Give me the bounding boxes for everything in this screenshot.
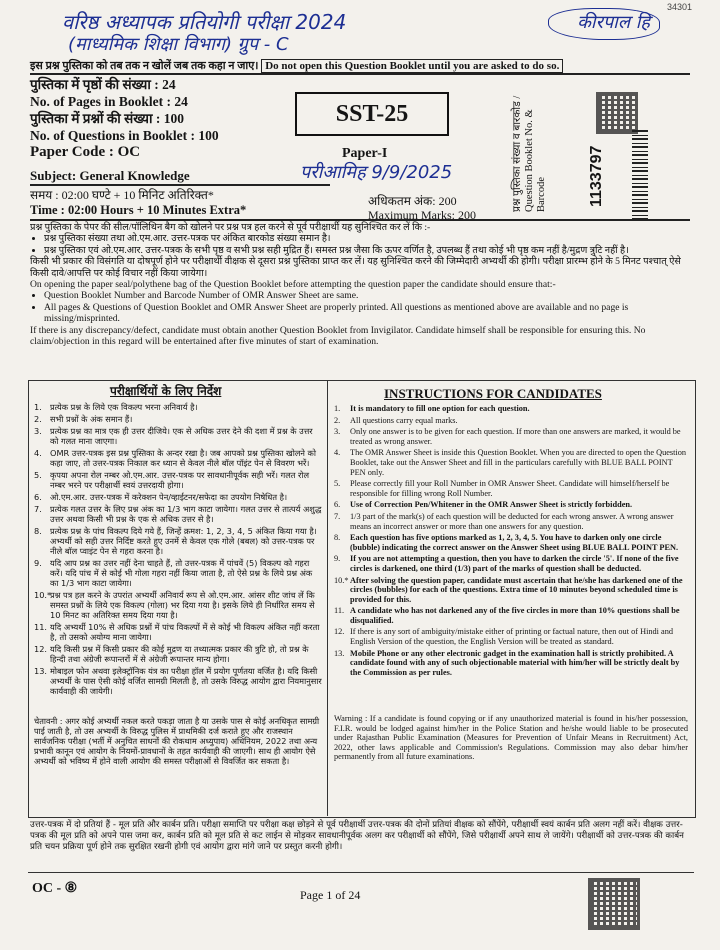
instruction-number: 10.* — [34, 590, 52, 600]
instruction-text: यदि अभ्यर्थी 10% से अधिक प्रश्नों में पांच विकल्पों में से कोई भी विकल्प अंकित नहीं करता है, तो उसको अयोग्य माना जायेगा। — [50, 622, 320, 642]
intro-instructions — [30, 222, 694, 347]
instruction-item — [334, 606, 688, 625]
hindi-warning: चेतावनी : अगर कोई अभ्यर्थी नकल करते पकड़ा जाता है या उसके पास से कोई अनधिकृत सामग्री पाई जाती है, तो उस अभ्यर्थी के विरुद्ध पुलिस में प्राथमिकी दर्ज कराते हुए और राजस्थान सार्वजनिक परीक्षा (भर्ती में अनुचित साधनों की रोकथाम अध्युपाय) अधिनियम, 2022 तथा अन्य प्रभावी कानून एवं आयोग के नियमों-प्रावधानों के तहत कार्यवाही की जाएगी। साथ ही आयोग ऐसे अभ्यर्थी को भविष्य में होने वाली आयोग की समस्त परीक्षाओं से विवर्जित कर सकता है। — [34, 716, 320, 766]
instruction-number: 4. — [334, 448, 341, 458]
instruction-item — [334, 427, 688, 446]
max-marks-english: Maximum Marks: 200 — [368, 208, 476, 222]
instruction-text: प्रत्येक गलत उत्तर के लिए प्रश्न अंक का 1/3 भाग काटा जायेगा। गलत उत्तर से तात्पर्य अशुद्ध उत्तर अथवा किसी भी प्रश्न के एक से अधिक उत्तर से है। — [50, 504, 322, 524]
paper-code: Paper Code : OC — [30, 144, 141, 160]
instruction-item — [34, 558, 322, 588]
instruction-item — [334, 500, 688, 510]
instruction-text: Each question has five options marked as 1, 2, 3, 4, 5. You have to darken only one circle (bubble) indicating the correct answer on the Answer Sheet using BLUE BALL POINT PEN. — [350, 533, 679, 552]
english-instructions-heading: INSTRUCTIONS FOR CANDIDATES — [384, 386, 602, 401]
instruction-number: 3. — [334, 427, 341, 437]
instruction-text: सभी प्रश्नों के अंक समान हैं। — [50, 414, 133, 424]
answer-sheet-footnote: उत्तर-पत्रक में दो प्रतियां हैं - मूल प्रति और कार्बन प्रति। परीक्षा समाप्ति पर परीक्षा कक्ष छोड़ने से पूर्व परीक्षार्थी उत्तर-पत्रक की दोनों प्रतियां वीक्षक को सौंपेंगे, परीक्षार्थी स्वयं कार्बन प्रति अलग नहीं करें। वीक्षक उत्तर-पत्रक की मूल प्रति को अपने पास जमा कर, कार्बन प्रति को मूल प्रति से कट लाईन से मोड़कर सावधानीपूर्वक अलग कर परीक्षार्थी को सौंपेंगे, जिसे परीक्षार्थी अपने साथ ले जायेंगे। परीक्षार्थी को उत्तर-पत्रक की कार्बन प्रति चयन प्रक्रिया पूर्ण होने तक सुरक्षित रखनी होगी एवं आयोग द्वारा मांगे जाने पर प्रस्तुत करनी होगी। — [30, 820, 684, 852]
subject: Subject: General Knowledge — [30, 168, 190, 183]
questions-hindi: पुस्तिका में प्रश्नों की संख्या : 100 — [30, 111, 184, 126]
english-warning: Warning : If a candidate is found copying or if any unauthorized material is found in his/her possession, F.I.R. would be lodged against him/her in the Police Station and he/she would liable to be prosecuted under Rajasthan Public Examination (Measures for Prevention of Unfair Means in Recruitment) Act, 2022, other laws applicable and Commission's Regulations. Commission may also debar him/her permanently from all future examinations. — [334, 714, 688, 762]
divider — [30, 219, 690, 221]
handwritten-exam-name: वरिष्ठ अध्यापक प्रतियोगी परीक्षा 2024 — [62, 10, 347, 34]
handwritten-department-group: (माध्यमिक शिक्षा विभाग) ग्रुप - C — [68, 34, 289, 55]
instruction-number: 1. — [334, 404, 341, 413]
intro-hindi-bullet: • प्रश्न पुस्तिका संख्या तथा ओ.एम.आर. उत्तर-पत्रक पर अंकित बारकोड संख्या समान है। — [44, 233, 694, 244]
instruction-item — [334, 512, 688, 531]
instruction-text: A candidate who has not darkened any of the five circles in more than 10% questions shall be disqualified. — [350, 606, 680, 625]
instruction-item — [334, 554, 688, 573]
instruction-text: प्रत्येक प्रश्न के लिये एक विकल्प भरना अनिवार्य है। — [50, 402, 198, 412]
instruction-item — [334, 448, 688, 477]
instruction-text: 1/3 part of the mark(s) of each question will be deducted for each wrong answer. A wrong answer means an incorrect answer or more than one answers for any question. — [350, 511, 674, 531]
exam-code: SST-25 — [335, 100, 409, 127]
booklet-number-label: प्रश्न पुस्तिका संख्या व बारकोड / Question Booklet No. & Barcode — [512, 95, 547, 212]
divider — [28, 872, 694, 873]
divider — [30, 73, 690, 75]
open-notice — [30, 58, 690, 73]
handwritten-date: परीआमिह 9/9/2025 — [300, 162, 453, 183]
instruction-item — [34, 402, 322, 412]
time-english: Time : 02:00 Hours + 10 Minutes Extra* — [30, 203, 247, 217]
instruction-number: 10.* — [334, 575, 349, 585]
column-divider — [327, 380, 328, 816]
instruction-number: 9. — [334, 554, 341, 564]
instruction-number: 1. — [34, 402, 42, 412]
handwritten-signature: कीरपाल हि — [577, 12, 650, 33]
instruction-item — [334, 649, 688, 678]
instruction-text: कृपया अपना रोल नम्बर ओ.एम.आर. उत्तर-पत्रक पर सावधानीपूर्वक सही भरें। गलत रोल नम्बर भरने पर परीक्षार्थी स्वयं उत्तरदायी होगा। — [50, 470, 310, 490]
instruction-number: 5. — [334, 479, 341, 489]
instruction-number: 12. — [334, 627, 345, 637]
intro-hindi-discrepancy: किसी भी प्रकार की विसंगति या दोषपूर्ण होने पर परीक्षार्थी वीक्षक से दूसरा प्रश्न पुस्तिका प्राप्त कर लें। यह सुनिश्चित करने की जिम्मेदारी अभ्यर्थी की होगी। परीक्षा प्रारम्भ होने के 5 मिनट पश्चात् ऐसे किसी दावे/आपत्ति पर कोई विचार नहीं किया जायेगा। — [30, 256, 681, 279]
questions-english: No. of Questions in Booklet : 100 — [30, 128, 219, 143]
barcode-icon — [632, 130, 648, 220]
max-marks-hindi: अधिकतम अंक: 200 — [368, 194, 457, 208]
instruction-text: Please correctly fill your Roll Number in OMR Answer Sheet. Candidate will himself/herself be responsible for filling wrong Roll Number. — [350, 479, 670, 498]
instruction-text: Mobile Phone or any other electronic gadget in the examination hall is strictly prohibited. A candidate found with any of such objectionable material with him/her will be strictly dealt by the Commission as per rules. — [350, 648, 680, 677]
instruction-text: ओ.एम.आर. उत्तर-पत्रक में करेक्शन पेन/व्हाईटनर/सफेदा का उपयोग निषेधित है। — [50, 492, 288, 502]
instruction-item — [34, 590, 322, 620]
instruction-text: प्रत्येक प्रश्न का मात्र एक ही उत्तर दीजिये। एक से अधिक उत्तर देने की दशा में प्रश्न के उत्तर को गलत माना जाएगा। — [50, 426, 313, 446]
instruction-number: 2. — [34, 414, 42, 424]
instruction-item — [334, 576, 688, 605]
instruction-text: All questions carry equal marks. — [350, 415, 458, 425]
instruction-number: 5. — [34, 470, 42, 480]
instruction-text: यदि आप प्रश्न का उत्तर नहीं देना चाहते हैं, तो उत्तर-पत्रक में पांचवें (5) विकल्प को गहरा करें। यदि पांच में से कोई भी गोला गहरा नहीं किया जाता है, तो ऐसे प्रश्न के लिये प्रश्न अंक का 1/3 भाग काटा जायेगा। — [50, 558, 313, 588]
instruction-text: If you are not attempting a question, then you have to darken the circle '5'. If none of the five circles is darkened, one third (1/3) part of the marks of question shall be deducted. — [350, 554, 679, 573]
instruction-item — [334, 533, 688, 552]
instruction-item — [334, 627, 688, 646]
instruction-item — [34, 622, 322, 642]
instruction-text: If there is any sort of ambiguity/mistake either of printing or factual nature, then out of Hindi and English Version of the question, the English Version will be treated as standard. — [350, 627, 674, 647]
instruction-item — [334, 479, 688, 498]
notice-hindi: इस प्रश्न पुस्तिका को तब तक न खोलें जब तक कहा न जाए। — [30, 60, 259, 72]
instruction-item — [34, 666, 322, 696]
instruction-text: Use of Correction Pen/Whitener in the OMR Answer Sheet is strictly forbidden. — [350, 500, 633, 510]
booklet-number: 1133797 — [588, 145, 605, 207]
instruction-number: 6. — [334, 500, 341, 510]
instruction-number: 11. — [334, 606, 345, 616]
instruction-number: 4. — [34, 448, 42, 458]
intro-english-bullet: • Question Booklet Number and Barcode Number of OMR Answer Sheet are same. — [44, 290, 694, 301]
pages-hindi: पुस्तिका में पृष्ठों की संख्या : 24 — [30, 77, 176, 92]
intro-hindi: प्रश्न पुस्तिका के पेपर की सील/पॉलिथिन बैग को खोलने पर प्रश्न पत्र हल करने से पूर्व परीक्षार्थी यह सुनिश्चित कर लें कि :- — [30, 222, 431, 233]
instruction-text: Only one answer is to be given for each question. If more than one answers are marked, it would be treated as wrong answer. — [350, 427, 681, 446]
intro-hindi-bullet: • प्रश्न पुस्तिका एवं ओ.एम.आर. उत्तर-पत्रक के सभी पृष्ठ व सभी प्रश्न सही मुद्रित हैं। समस्त प्रश्न जैसा कि ऊपर वर्णित है, उपलब्ध हैं तथा कोई भी पृष्ठ कम नहीं है/मुद्रण त्रुटि नहीं है। — [44, 245, 694, 256]
instruction-number: 7. — [34, 504, 42, 514]
instruction-item — [34, 492, 322, 502]
instruction-item — [34, 470, 322, 490]
instruction-item — [34, 448, 322, 468]
intro-english: On opening the paper seal/polythene bag of the Question Booklet before attempting the question paper the candidate should ensure that:- — [30, 279, 556, 291]
booklet-meta — [30, 76, 219, 161]
instruction-number: 8. — [34, 526, 42, 536]
instruction-text: After solving the question paper, candidate must ascertain that he/she has darkened one of the circles (bubbles) for each of the questions. Extra time of 10 minutes beyond scheduled time is provided for this. — [350, 575, 683, 604]
instruction-number: 11. — [34, 622, 48, 632]
instruction-item — [34, 644, 322, 664]
serial-number: 34301 — [666, 2, 692, 12]
instruction-item — [34, 504, 322, 524]
instruction-number: 13. — [34, 666, 48, 676]
instruction-text: OMR उत्तर-पत्रक इस प्रश्न पुस्तिका के अन्दर रखा है। जब आपको प्रश्न पुस्तिका खोलने को कहा जाए, तो उत्तर-पत्रक निकाल कर ध्यान से केवल नीले बॉल पॉइंट पेन से विवरण भरें। — [50, 448, 316, 468]
instruction-number: 6. — [34, 492, 42, 502]
instruction-number: 2. — [334, 415, 341, 425]
english-instructions — [334, 404, 688, 679]
footer-paper-code: OC - ⑧ — [32, 881, 78, 896]
instruction-number: 3. — [34, 426, 42, 436]
pages-english: No. of Pages in Booklet : 24 — [30, 94, 188, 109]
intro-english-discrepancy: If there is any discrepancy/defect, candidate must obtain another Question Booklet from Invigilator. Candidate himself shall be responsible for ensuring this. No claim/objection in this regard will be entertained after five minutes of start of examination. — [30, 324, 646, 348]
hindi-instructions-heading: परीक्षार्थियों के लिए निर्देश — [110, 384, 222, 398]
notice-english: Do not open this Question Booklet until you are asked to do so. — [261, 59, 563, 73]
instruction-text: प्रत्येक प्रश्न के पांच विकल्प दिये गये हैं, जिन्हें क्रमश: 1, 2, 3, 4, 5 अंकित किया गया है। अभ्यर्थी को सही उत्तर निर्दिष्ट करते हुए उनमें से केवल एक गोले (बबल) को उत्तर-पत्रक पर नीले बॉल प्वाइंट पेन से गहरा करना है। — [50, 526, 317, 556]
instruction-number: 12. — [34, 644, 48, 654]
instruction-text: मोबाइल फोन अथवा इलेक्ट्रॉनिक यंत्र का परीक्षा हॉल में प्रयोग पूर्णतया वर्जित है। यदि किसी अभ्यर्थी के पास ऐसी कोई वर्जित सामग्री मिलती है, तो उसके विरुद्ध आयोग द्वारा नियमानुसार कार्यवाही की जायेगी। — [50, 666, 322, 696]
instruction-item — [334, 404, 688, 414]
qr-code-icon — [596, 92, 638, 134]
time-hindi: समय : 02:00 घण्टे + 10 मिनिट अतिरिक्त* — [30, 188, 214, 202]
exam-code-box — [295, 92, 449, 136]
instruction-text: यदि किसी प्रश्न में किसी प्रकार की कोई मुद्रण या तथ्यात्मक प्रकार की त्रुटि हो, तो प्रश्न के हिन्दी तथा अंग्रेजी रूपान्तरों में से अंग्रेजी रूपान्तर मान्य होगा। — [50, 644, 309, 664]
hindi-instructions — [34, 402, 322, 698]
intro-english-bullet: • All pages & Questions of Question Booklet and OMR Answer Sheet are properly printed. All questions as mentioned above are available and no page is missing/misprinted. — [44, 302, 694, 325]
instruction-number: 13. — [334, 648, 345, 658]
instruction-text: प्रश्न पत्र हल करने के उपरांत अभ्यर्थी अनिवार्य रूप से ओ.एम.आर. आंसर शीट जांच लें कि समस्त प्रश्नों के लिये एक विकल्प (गोला) भर दिया गया है। इसके लिये ही निर्धारित समय से 10 मिनट का अतिरिक्त समय दिया गया है। — [50, 590, 315, 620]
paper-label: Paper-I — [342, 146, 388, 161]
instruction-text: The OMR Answer Sheet is inside this Question Booklet. When you are directed to open the Question Booklet, take out the Answer Sheet and fill in the particulars carefully with BLUE BALL POINT PEN only. — [350, 448, 687, 477]
qr-code-icon — [588, 878, 640, 930]
instruction-number: 8. — [334, 533, 341, 543]
page-number: Page 1 of 24 — [300, 888, 361, 902]
instruction-item — [334, 416, 688, 426]
instruction-item — [34, 526, 322, 556]
instruction-item — [34, 426, 322, 446]
instruction-item — [34, 414, 322, 424]
instruction-number: 9. — [34, 558, 42, 568]
instruction-number: 7. — [334, 511, 341, 521]
instruction-text: It is mandatory to fill one option for each question. — [350, 404, 530, 413]
